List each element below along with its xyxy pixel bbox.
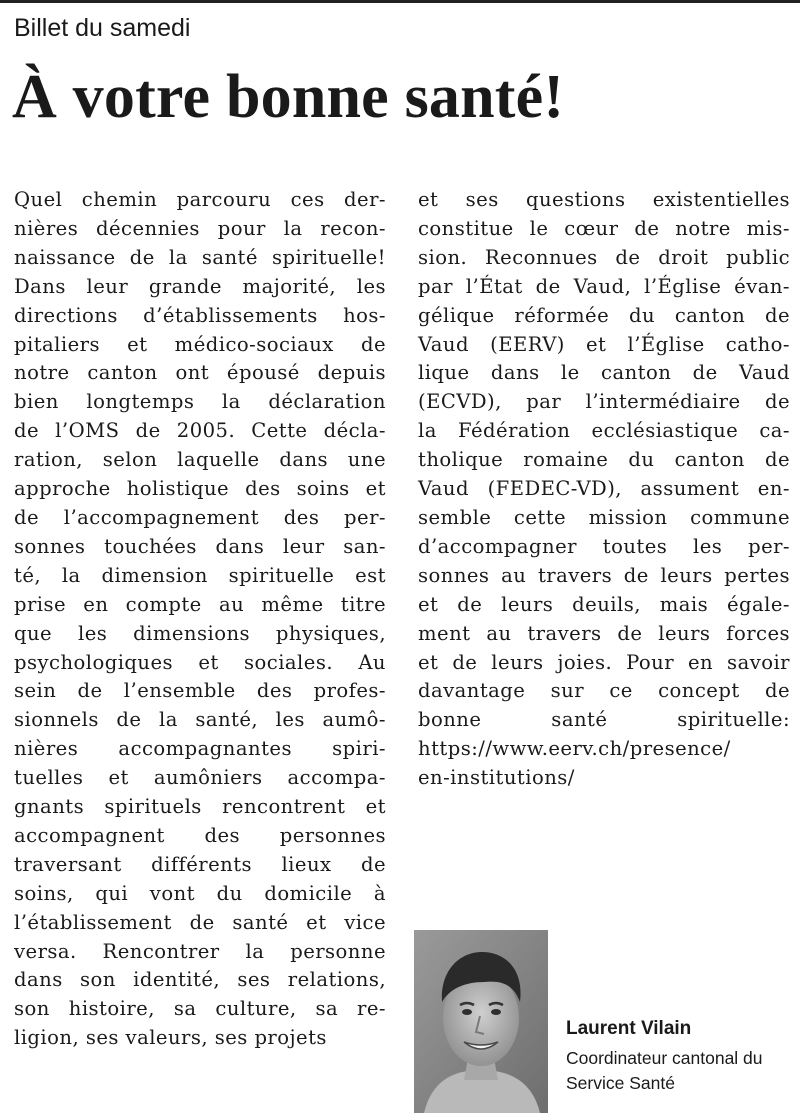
article-column-right bbox=[418, 186, 790, 793]
body-line: son histoire, sa culture, sa re- bbox=[14, 997, 386, 1021]
author-role bbox=[566, 1046, 796, 1096]
body-line: ligion, ses valeurs, ses projets bbox=[14, 1026, 327, 1050]
body-line: l’établissement de santé et vice bbox=[14, 910, 386, 934]
body-line: davantage sur ce concept de bbox=[418, 679, 790, 703]
article-body-right bbox=[418, 186, 790, 793]
body-line: sonnes touchées dans leur san- bbox=[14, 534, 386, 558]
body-line: bonne santé spirituelle: bbox=[418, 708, 790, 732]
body-line: tholique romaine du canton de bbox=[418, 448, 790, 472]
body-line: sein de l’ensemble des profes- bbox=[14, 679, 386, 703]
body-line: notre canton ont épousé depuis bbox=[14, 361, 386, 385]
body-line: sion. Reconnues de droit public bbox=[418, 245, 790, 269]
body-line: Vaud (EERV) et l’Église catho- bbox=[418, 332, 790, 356]
body-line: par l’État de Vaud, l’Église évan- bbox=[418, 274, 790, 298]
body-line: la Fédération ecclésiastique ca- bbox=[418, 419, 790, 443]
body-line: soins, qui vont du domicile à bbox=[14, 881, 386, 905]
body-line: nières accompagnantes spiri- bbox=[14, 737, 386, 761]
author-role-line-2: Service Santé bbox=[566, 1073, 675, 1093]
body-line: ration, selon laquelle dans une bbox=[14, 448, 386, 472]
body-line: et de leurs joies. Pour en savoir bbox=[418, 650, 790, 674]
body-line: gélique réformée du canton de bbox=[418, 303, 790, 327]
body-line: sonnes au travers de leurs pertes bbox=[418, 563, 790, 587]
body-line: lique dans le canton de Vaud bbox=[418, 361, 790, 385]
author-photo bbox=[414, 930, 548, 1113]
body-line: constitue le cœur de notre mis- bbox=[418, 216, 790, 240]
body-line: pitaliers et médico-sociaux de bbox=[14, 332, 386, 356]
body-line: gnants spirituels rencontrent et bbox=[14, 795, 386, 819]
body-line: naissance de la santé spirituelle! bbox=[14, 245, 386, 269]
top-rule bbox=[0, 0, 800, 3]
body-line: Dans leur grande majorité, les bbox=[14, 274, 386, 298]
body-line: en-institutions/ bbox=[418, 766, 575, 790]
author-role-line-1: Coordinateur cantonal du bbox=[566, 1048, 763, 1068]
rubric-label: Billet du samedi bbox=[14, 14, 191, 42]
body-line: Vaud (FEDEC-VD), assument en- bbox=[418, 477, 790, 501]
body-line: ment au travers de leurs forces bbox=[418, 621, 790, 645]
body-line: directions d’établissements hos- bbox=[14, 303, 386, 327]
body-line: d’accompagner toutes les per- bbox=[418, 534, 790, 558]
body-line: sionnels de la santé, les aumô- bbox=[14, 708, 386, 732]
body-line: accompagnent des personnes bbox=[14, 823, 386, 847]
body-line: que les dimensions physiques, bbox=[14, 621, 386, 645]
body-line: et ses questions existentielles bbox=[418, 188, 790, 211]
body-line: semble cette mission commune bbox=[418, 505, 790, 529]
body-line: https://www.eerv.ch/presence/ bbox=[418, 737, 731, 761]
body-line: traversant différents lieux de bbox=[14, 852, 386, 876]
body-line: (ECVD), par l’intermédiaire de bbox=[418, 390, 790, 414]
body-line: dans son identité, ses relations, bbox=[14, 968, 386, 992]
author-name: Laurent Vilain bbox=[566, 1018, 692, 1039]
body-line: bien longtemps la déclaration bbox=[14, 390, 386, 414]
body-line: approche holistique des soins et bbox=[14, 477, 386, 501]
body-line: té, la dimension spirituelle est bbox=[14, 563, 386, 587]
body-line: nières décennies pour la recon- bbox=[14, 216, 386, 240]
body-line: et de leurs deuils, mais égale- bbox=[418, 592, 790, 616]
body-line: de l’OMS de 2005. Cette décla- bbox=[14, 419, 386, 443]
article-body-left bbox=[14, 186, 386, 1053]
body-line: Quel chemin parcouru ces der- bbox=[14, 188, 386, 211]
body-line: versa. Rencontrer la personne bbox=[14, 939, 386, 963]
body-line: psychologiques et sociales. Au bbox=[14, 650, 386, 674]
article-column-left bbox=[14, 186, 386, 1053]
body-line: prise en compte au même titre bbox=[14, 592, 386, 616]
body-line: tuelles et aumôniers accompa- bbox=[14, 766, 386, 790]
body-line: de l’accompagnement des per- bbox=[14, 505, 386, 529]
article-headline: À votre bonne santé! bbox=[12, 63, 565, 131]
